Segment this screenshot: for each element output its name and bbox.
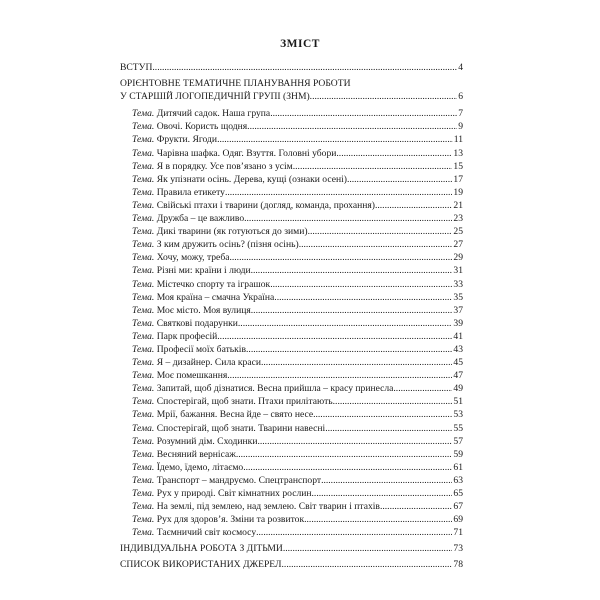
dot-leader <box>308 225 453 238</box>
toc-entry-text <box>132 356 261 369</box>
toc-entry-topic <box>120 448 463 461</box>
toc-entry-topic <box>120 461 463 474</box>
topic-title: Я в порядку. Усе пов’язано з усім <box>156 160 293 172</box>
toc-page-number: 57 <box>453 435 463 447</box>
toc-entry-text <box>132 225 308 238</box>
toc-entry-text <box>132 304 251 317</box>
topic-title: Таємничий світ космосу <box>156 527 257 539</box>
toc-entry-text-continued: У СТАРШІЙ ЛОГОПЕДИЧНІЙ ГРУПІ (ЗНМ) <box>120 91 310 103</box>
topic-label: Тема. <box>132 278 155 290</box>
toc-entry-topic <box>120 186 463 199</box>
dot-leader <box>217 330 452 343</box>
topic-label: Тема. <box>132 317 155 329</box>
topic-label: Тема. <box>132 514 155 526</box>
topic-title: Як упізнати осінь. Дерева, кущі (ознаки осені) <box>156 173 347 185</box>
topic-list <box>120 107 463 539</box>
topic-label: Тема. <box>132 226 155 238</box>
dot-leader <box>251 304 453 317</box>
toc-entry-sources <box>120 558 463 571</box>
toc-entry-text <box>132 278 270 291</box>
topic-label: Тема. <box>132 160 155 172</box>
dot-leader <box>293 160 453 173</box>
toc-page-number: 9 <box>458 121 463 133</box>
toc-entry-text <box>132 147 336 160</box>
toc-page-number: 65 <box>453 488 463 499</box>
dot-leader <box>283 542 453 555</box>
toc-entry-text <box>132 461 243 474</box>
toc-page-number: 67 <box>453 501 463 513</box>
toc-entry-topic <box>120 408 463 421</box>
dot-leader <box>256 526 452 539</box>
topic-title: Запитай, щоб дізнатися. Весна прийшла – красу принесла <box>156 383 394 395</box>
toc-page-number: 19 <box>453 186 463 198</box>
toc-entry-text <box>132 343 246 356</box>
toc-entry-text <box>132 107 270 120</box>
toc-entry-text <box>132 435 257 448</box>
topic-label: Тема. <box>132 147 155 159</box>
dot-leader <box>217 133 453 146</box>
dot-leader <box>270 107 457 120</box>
toc-page-number: 49 <box>453 383 463 395</box>
topic-title: Овочі. Користь щодня <box>156 121 248 133</box>
toc-entry-topic <box>120 304 463 317</box>
topic-title: Спостерігай, щоб знати. Птахи прилітають <box>156 396 333 408</box>
dot-leader <box>336 147 452 160</box>
topic-label: Тема. <box>132 304 155 316</box>
toc-page-number: 17 <box>453 173 463 185</box>
toc-entry-text <box>132 487 312 500</box>
toc-page-number: 63 <box>453 474 463 486</box>
toc-page-number: 15 <box>453 160 463 172</box>
dot-leader <box>243 461 452 474</box>
dot-leader <box>236 448 453 461</box>
toc-page-number: 7 <box>458 108 463 120</box>
toc-entry-text <box>132 474 321 487</box>
topic-title: Фрукти. Ягоди <box>156 134 218 146</box>
toc-entry-topic <box>120 487 463 500</box>
toc-page-number: 31 <box>453 265 463 277</box>
topic-title: Моє помешкання <box>156 370 228 382</box>
toc-entry-text <box>132 500 380 513</box>
toc-page-number: 11 <box>453 134 463 146</box>
toc-page-number: 43 <box>453 343 463 355</box>
topic-label: Тема. <box>132 422 155 434</box>
toc-page-number: 35 <box>453 291 463 303</box>
topic-title: Рух у природі. Світ кімнатних рослин <box>156 488 312 499</box>
topic-title: Чарівна шафка. Одяг. Взуття. Головні убори <box>156 147 337 159</box>
topic-label: Тема. <box>132 252 155 264</box>
toc-entry-text <box>132 120 247 133</box>
topic-title: Весняний вернісаж <box>156 448 236 460</box>
topic-title: Дружба – це важливо <box>156 213 245 225</box>
toc-page-number: 13 <box>453 147 463 159</box>
toc-entry-text <box>132 369 227 382</box>
topic-label: Тема. <box>132 448 155 460</box>
toc-entry-topic <box>120 317 463 330</box>
toc-entry-text <box>132 408 313 421</box>
topic-label: Тема. <box>132 501 155 513</box>
toc-page-number: 6 <box>458 91 463 103</box>
topic-label: Тема. <box>132 527 155 539</box>
topic-label: Тема. <box>132 173 155 185</box>
dot-leader <box>225 186 452 199</box>
toc-entry-topic <box>120 107 463 120</box>
toc-entry-text <box>132 133 217 146</box>
toc-entry-intro <box>120 61 463 74</box>
toc-entry-text <box>132 186 225 199</box>
topic-title: Мрії, бажання. Весна йде – свято несе <box>156 409 314 421</box>
dot-leader <box>274 291 452 304</box>
toc-entry-topic <box>120 264 463 277</box>
topic-label: Тема. <box>132 396 155 408</box>
dot-leader <box>375 199 452 212</box>
toc-entry-text <box>132 160 293 173</box>
topic-title: Різні ми: країни і люди <box>156 265 251 277</box>
toc-page-number: 25 <box>453 226 463 238</box>
toc-entry-topic <box>120 422 463 435</box>
toc-page-number: 41 <box>453 330 463 342</box>
toc-page-number: 47 <box>453 370 463 382</box>
toc-entry-topic <box>120 382 463 395</box>
toc-entry-text <box>132 251 229 264</box>
topic-title: Дикі тварини (як готуються до зими) <box>156 226 308 238</box>
toc-entry-topic <box>120 278 463 291</box>
toc-page-number: 21 <box>453 199 463 211</box>
dot-leader <box>333 395 453 408</box>
dot-leader <box>244 212 452 225</box>
toc-entry-text: ОРІЄНТОВНЕ ТЕМАТИЧНЕ ПЛАНУВАННЯ РОБОТИ <box>120 78 351 90</box>
dot-leader <box>393 382 452 395</box>
toc-entry-topic <box>120 526 463 539</box>
dot-leader <box>246 343 452 356</box>
toc-page-number: 71 <box>453 527 463 539</box>
dot-leader <box>312 487 453 500</box>
topic-label: Тема. <box>132 330 155 342</box>
topic-label: Тема. <box>132 343 155 355</box>
topic-label: Тема. <box>132 435 155 447</box>
dot-leader <box>299 238 453 251</box>
toc-entry-topic <box>120 212 463 225</box>
toc-page-number: 39 <box>453 317 463 329</box>
page-title: ЗМІСТ <box>280 38 320 50</box>
topic-label: Тема. <box>132 409 155 421</box>
toc-entry-text: ІНДИВІДУАЛЬНА РОБОТА З ДІТЬМИ <box>120 543 283 555</box>
topic-title: Святкові подарунки <box>156 317 238 329</box>
toc-entry-text: ВСТУП <box>120 62 153 73</box>
topic-label: Тема. <box>132 186 155 198</box>
toc-entry-topic <box>120 513 463 526</box>
toc-entry-text <box>132 199 375 212</box>
toc-entry-text <box>132 291 274 304</box>
toc-entry-text <box>132 422 325 435</box>
toc-entry-topic <box>120 120 463 133</box>
topic-title: Правила етикету <box>156 186 225 198</box>
topic-label: Тема. <box>132 488 155 499</box>
topic-title: На землі, під землею, над землею. Світ тварин і птахів <box>156 501 380 513</box>
dot-leader <box>380 500 452 513</box>
topic-title: Розумний дім. Сходинки <box>156 435 258 447</box>
topic-title: Транспорт – мандруємо. Спецтранспорт <box>156 474 322 486</box>
toc-entry-topic <box>120 147 463 160</box>
toc-page-number: 23 <box>453 213 463 225</box>
topic-title: Хочу, можу, треба <box>156 252 230 264</box>
topic-title: З ким дружить осінь? (пізня осінь) <box>156 239 299 251</box>
topic-label: Тема. <box>132 461 155 473</box>
topic-label: Тема. <box>132 134 155 146</box>
toc-entry-text <box>132 317 238 330</box>
toc-entry-topic <box>120 395 463 408</box>
toc-entry-text: СПИСОК ВИКОРИСТАНИХ ДЖЕРЕЛ <box>120 559 282 571</box>
toc-entry-topic <box>120 133 463 146</box>
toc-entry-individual <box>120 542 463 555</box>
toc-entry-topic <box>120 238 463 251</box>
toc-entry-text <box>132 238 299 251</box>
dot-leader <box>347 173 452 186</box>
topic-label: Тема. <box>132 121 155 133</box>
toc-entry-text <box>132 513 304 526</box>
topic-title: Їдемо, їдемо, літаємо <box>156 461 244 473</box>
toc-page-number: 4 <box>458 62 463 73</box>
dot-leader <box>152 61 457 74</box>
toc-entry-text <box>132 382 393 395</box>
topic-title: Рух для здоров’я. Зміни та розвиток <box>156 514 305 526</box>
dot-leader <box>282 558 453 571</box>
toc-entry-topic <box>120 356 463 369</box>
dot-leader <box>304 513 452 526</box>
toc-entry-topic <box>120 173 463 186</box>
toc-page-number: 78 <box>453 559 463 571</box>
topic-label: Тема. <box>132 370 155 382</box>
topic-label: Тема. <box>132 383 155 395</box>
toc-entry-text <box>132 330 217 343</box>
dot-leader <box>251 264 453 277</box>
toc-page-number: 29 <box>453 252 463 264</box>
dot-leader <box>257 435 452 448</box>
topic-title: Спостерігай, щоб знати. Тварини навесні <box>156 422 326 434</box>
toc-entry-topic <box>120 160 463 173</box>
topic-title: Моє місто. Моя вулиця <box>156 304 251 316</box>
dot-leader <box>247 120 457 133</box>
topic-label: Тема. <box>132 239 155 251</box>
toc-entry-topic <box>120 500 463 513</box>
topic-label: Тема. <box>132 199 155 211</box>
toc-entry-planning <box>120 77 463 103</box>
dot-leader <box>261 356 452 369</box>
toc-entry-topic <box>120 343 463 356</box>
topic-title: Парк професій <box>156 330 218 342</box>
toc-entry-topic <box>120 225 463 238</box>
dot-leader <box>321 474 452 487</box>
toc-entry-text <box>132 526 256 539</box>
toc-page-number: 55 <box>453 422 463 434</box>
topic-title: Містечко спорту та іграшок <box>156 278 271 290</box>
toc-entry-topic <box>120 474 463 487</box>
toc-page-number: 61 <box>453 461 463 473</box>
toc-entry-topic <box>120 435 463 448</box>
toc-entry-topic <box>120 330 463 343</box>
dot-leader <box>313 408 452 421</box>
topic-title: Моя країна – смачна Україна <box>156 291 275 303</box>
topic-title: Свійські птахи і тварини (догляд, команда, прохання) <box>156 199 375 211</box>
toc-entry-topic <box>120 199 463 212</box>
toc-entry-text <box>132 212 244 225</box>
toc-page-number: 27 <box>453 239 463 251</box>
toc-entry-text <box>132 264 251 277</box>
topic-title: Дитячий садок. Наша група <box>156 108 271 120</box>
topic-label: Тема. <box>132 108 155 120</box>
dot-leader <box>310 90 458 103</box>
toc-entry-topic <box>120 251 463 264</box>
dot-leader <box>270 278 452 291</box>
toc-entry-text <box>132 173 347 186</box>
dot-leader <box>238 317 453 330</box>
topic-title: Професії моїх батьків <box>156 343 247 355</box>
topic-label: Тема. <box>132 213 155 225</box>
toc-page-number: 33 <box>453 278 463 290</box>
toc-page-number: 45 <box>453 357 463 369</box>
topic-label: Тема. <box>132 474 155 486</box>
toc-entry-text <box>132 448 236 461</box>
toc-entry-topic <box>120 291 463 304</box>
toc-page-number: 51 <box>453 396 463 408</box>
dot-leader <box>325 422 452 435</box>
dot-leader <box>229 251 452 264</box>
topic-title: Я – дизайнер. Сила краси <box>156 357 261 369</box>
toc-entry-text <box>132 395 333 408</box>
toc-entry-topic <box>120 369 463 382</box>
topic-label: Тема. <box>132 291 155 303</box>
toc-page-number: 37 <box>453 304 463 316</box>
toc-page-number: 69 <box>453 514 463 526</box>
toc-page-number: 73 <box>453 543 463 555</box>
table-of-contents <box>120 61 463 572</box>
dot-leader <box>227 369 452 382</box>
toc-page-number: 59 <box>453 448 463 460</box>
topic-label: Тема. <box>132 357 155 369</box>
toc-page-number: 53 <box>453 409 463 421</box>
topic-label: Тема. <box>132 265 155 277</box>
